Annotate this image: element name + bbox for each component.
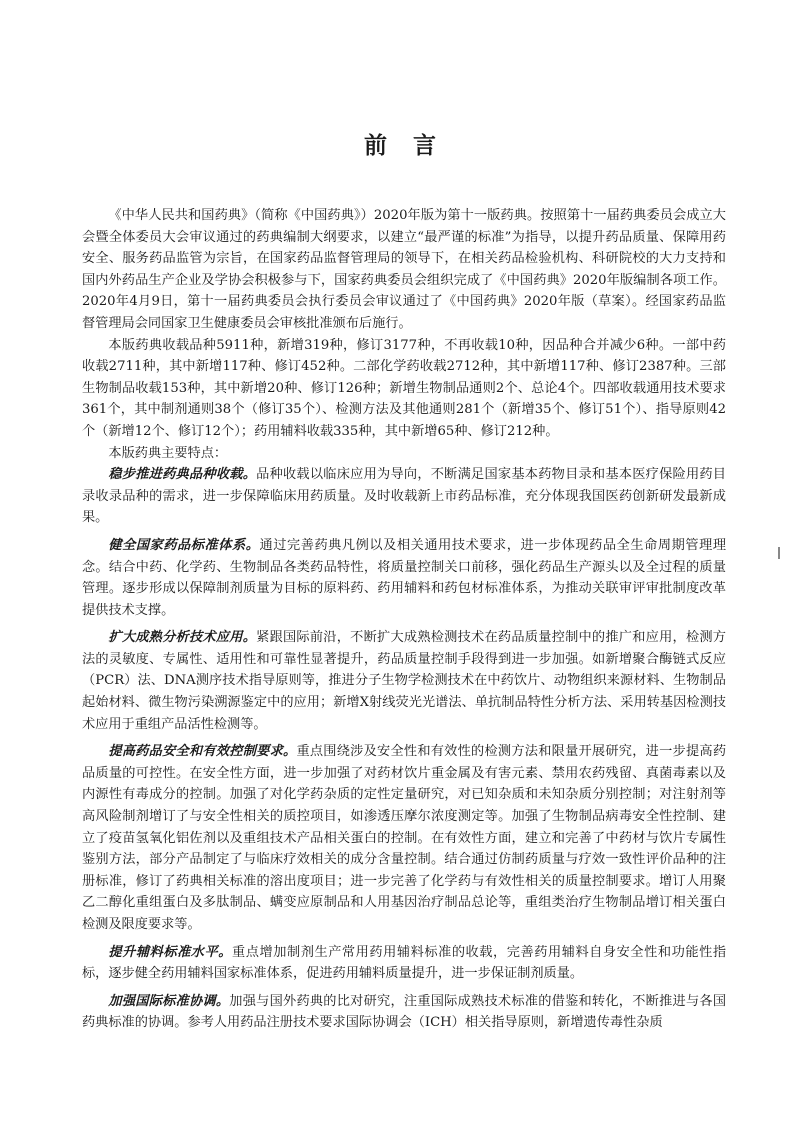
paragraph-lead: 稳步推进药典品种收载。 bbox=[108, 467, 257, 483]
paragraph-text: 《中华人民共和国药典》（简称《中国药典》）2020年版为第十一版药典。按照第十一届药典委员会成立大会暨全体委员大会审议通过的药典编制大纲要求，以建立“最严谨的标准”为指导，以提升药品质量、保障用药安全、服务药品监管为宗旨，在国家药品监督管理局的领导下，在相关药品检验机构、科研院校的大力支持和国内外药品生产企业及学协会积极参与下，国家药典委员会组织完成了《中国药典》2020年版编制各项工作。2020年4月9日，第十一届药典委员会执行委员会审议通过了《中国药典》2020年版（草案）。经国家药品监督管理局会同国家卫生健康委员会审核批准颁布后施行。 bbox=[82, 208, 726, 331]
paragraph-text: 紧跟国际前沿，不断扩大成熟检测技术在药品质量控制中的推广和应用，检测方法的灵敏度、专属性、适用性和可靠性显著提升，药品质量控制手段得到进一步加强。如新增聚合酶链式反应（PCR）法、DNA测序技术指导原则等，推进分子生物学检测技术在中药饮片、动物组织来源材料、生物制品起始材料、微生物污染溯源鉴定中的应用；新增X射线荧光光谱法、单抗制品特性分析方法、采用转基因检测技术应用于重组产品活性检测等。 bbox=[82, 630, 726, 732]
margin-mark bbox=[778, 547, 780, 559]
paragraph-lead: 健全国家药品标准体系。 bbox=[108, 537, 260, 553]
paragraph-lead: 加强国际标准协调。 bbox=[108, 993, 230, 1009]
paragraph-feature bbox=[82, 464, 726, 529]
paragraph-text: 加强与国外药典的比对研究，注重国际成熟技术标准的借鉴和转化，不断推进与各国药典标准的协调。参考人用药品注册技术要求国际协调会（ICH）相关指导原则，新增遗传毒性杂质 bbox=[82, 993, 727, 1031]
paragraph-intro bbox=[82, 205, 726, 335]
paragraph-lead: 扩大成熟分析技术应用。 bbox=[108, 630, 257, 646]
paragraph-lead: 提升辅料标准水平。 bbox=[108, 944, 233, 960]
paragraph-features-heading bbox=[82, 443, 726, 465]
paragraph-text: 本版药典主要特点： bbox=[108, 445, 228, 461]
paragraph-feature bbox=[82, 535, 726, 621]
body-text bbox=[82, 205, 726, 1034]
paragraph-text: 通过完善药典凡例以及相关通用技术要求，进一步体现药品全生命周期管理理念。结合中药、化学药、生物制品各类药品特性，将质量控制关口前移，强化药品生产源头以及全过程的质量管理。逐步形成以保障制剂质量为目标的原料药、药用辅料和药包材标准体系，为推动关联审评审批制度改革提供技术支撑。 bbox=[82, 537, 727, 618]
paragraph-text: 本版药典收载品种5911种，新增319种，修订3177种，不再收载10种，因品种合并减少6种。一部中药收载2711种，其中新增117种、修订452种。二部化学药收载2712种，其中新增117种、修订2387种。三部生物制品收载153种，其中新增20种、修订126种；新增生物制品通则2个、总论4个。四部收载通用技术要求361个，其中制剂通则38个（修订35个）、检测方法及其他通则281个（新增35个、修订51个）、指导原则42个（新增12个、修订12个）；药用辅料收载335种，其中新增65种、修订212种。 bbox=[82, 337, 726, 439]
paragraph-text: 重点围绕涉及安全性和有效性的检测方法和限量开展研究，进一步提高药品质量的可控性。在安全性方面，进一步加强了对药材饮片重金属及有害元素、禁用农药残留、真菌毒素以及内源性有毒成分的控制。加强了对化学药杂质的定性定量研究，对已知杂质和未知杂质分别控制；对注射剂等高风险制剂增订了与安全性相关的质控项目，如渗透压摩尔浓度测定等。加强了生物制品病毒安全性控制、建立了疫苗氢氧化铝佐剂以及重组技术产品相关蛋白的控制。在有效性方面，建立和完善了中药材与饮片专属性鉴别方法，部分产品制定了与临床疗效相关的成分含量控制。结合通过仿制药质量与疗效一致性评价品种的注册标准，修订了药典相关标准的溶出度项目；进一步完善了化学药与有效性相关的质量控制要求。增订人用聚乙二醇化重组蛋白及多肽制品、螨变应原制品和人用基因治疗制品总论等，重组类治疗生物制品增订相关蛋白检测及限度要求等。 bbox=[82, 744, 727, 932]
paragraph-statistics bbox=[82, 335, 726, 443]
paragraph-lead: 提高药品安全和有效控制要求。 bbox=[108, 744, 297, 760]
page-title: 前言 bbox=[364, 132, 462, 159]
paragraph-text: 重点增加制剂生产常用药用辅料标准的收载，完善药用辅料自身安全性和功能性指标，逐步健全药用辅料国家标准体系，促进药用辅料质量提升，进一步保证制剂质量。 bbox=[82, 944, 727, 982]
paragraph-text: 品种收载以临床应用为导向，不断满足国家基本药物目录和基本医疗保险用药目录收录品种的需求，进一步保障临床用药质量。及时收载新上市药品标准，充分体现我国医药创新研发最新成果。 bbox=[82, 467, 726, 526]
paragraph-feature bbox=[82, 991, 726, 1034]
paragraph-feature bbox=[82, 942, 726, 985]
paragraph-feature bbox=[82, 627, 726, 735]
paragraph-feature bbox=[82, 741, 726, 935]
